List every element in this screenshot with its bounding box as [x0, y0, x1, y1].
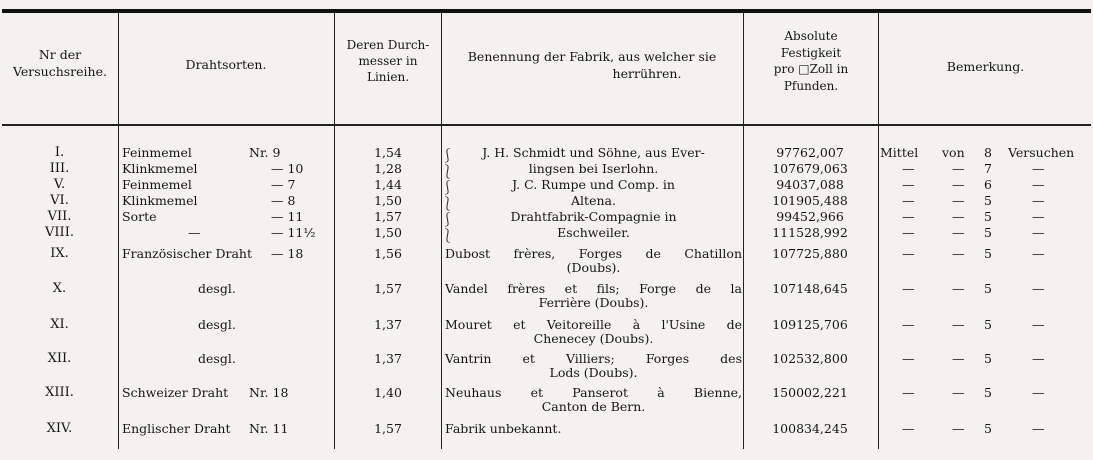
row-number: IX. [50, 246, 69, 261]
remark-von: — [952, 225, 965, 240]
wire-sort-number: Nr. 18 [249, 385, 289, 400]
remark-count: 5 [984, 193, 992, 208]
factory-line: Fabrik unbekannt. [445, 421, 562, 436]
wire-sort-name: Englischer Draht [122, 421, 231, 436]
factory-name [445, 318, 742, 346]
factory-line: (Doubs). [566, 260, 621, 275]
remark-mittel: — [902, 209, 915, 224]
row-number: XIV. [46, 421, 73, 436]
remark-count: 5 [984, 317, 992, 332]
row-number: XII. [47, 351, 72, 366]
remark-mittel: Mittel [880, 145, 919, 160]
brace-mark: ⎰ [441, 149, 455, 164]
factory-name [445, 146, 742, 160]
strength-value: 111528,992 [772, 225, 848, 240]
remark-versuchen: — [1032, 177, 1045, 192]
wire-sort-number: — 8 [271, 193, 296, 208]
header-bemerkung-text: Bemerkung. [946, 59, 1025, 74]
factory-name [445, 178, 742, 192]
remark-mittel: — [902, 193, 915, 208]
header-diam-line: messer in [358, 54, 418, 68]
brace-mark: ⎱ [441, 229, 455, 244]
remark-von: von [942, 145, 965, 160]
remark-versuchen: — [1032, 421, 1045, 436]
wire-sort-name: Schweizer Draht [122, 385, 229, 400]
factory-line: Canton de Bern. [541, 399, 646, 414]
wire-sort-name: Feinmemel [122, 177, 192, 192]
header-sorten-text: Drahtsorten. [185, 57, 267, 72]
header-nr-line: Versuchsreihe. [13, 64, 107, 79]
row-number: XIII. [45, 385, 74, 400]
remark-versuchen: — [1032, 351, 1045, 366]
remark-von: — [952, 317, 965, 332]
brace-mark: ⎱ [441, 197, 455, 212]
remark-count: 5 [984, 225, 992, 240]
remark-count: 5 [984, 385, 992, 400]
factory-line: Eschweiler. [557, 225, 630, 240]
wire-sort-number: Nr. 11 [249, 421, 289, 436]
factory-line: Chenecey (Doubs). [533, 331, 654, 346]
remark-von: — [952, 281, 965, 296]
header-fabrik [443, 48, 741, 82]
wire-sort-number: — 7 [271, 177, 296, 192]
strength-value: 102532,800 [772, 351, 848, 366]
remark-von: — [952, 385, 965, 400]
header-absolut-line: pro □Zoll in [773, 62, 849, 76]
remark-mittel: — [902, 281, 915, 296]
factory-line: Lods (Doubs). [549, 365, 638, 380]
strength-value: 107725,880 [772, 246, 848, 261]
factory-name [445, 247, 742, 275]
row-number: XI. [50, 317, 69, 332]
remark-versuchen: — [1032, 246, 1045, 261]
remark-versuchen: — [1032, 385, 1045, 400]
remark-mittel: — [902, 225, 915, 240]
wire-sort-name: — [188, 225, 201, 240]
factory-line: J. C. Rumpe und Comp. in [512, 177, 675, 192]
row-number: X. [52, 281, 67, 296]
column-divider [118, 13, 119, 449]
header-diam-line: Deren Durch- [346, 38, 430, 52]
remark-mittel: — [902, 246, 915, 261]
strength-value: 94037,088 [776, 177, 844, 192]
strength-value: 99452,966 [776, 209, 844, 224]
header-rule [2, 124, 1091, 126]
strength-value: 109125,706 [772, 317, 848, 332]
remark-versuchen: — [1032, 317, 1045, 332]
remark-mittel: — [902, 385, 915, 400]
row-number: VI. [50, 193, 69, 208]
factory-name [445, 194, 742, 208]
remark-versuchen: — [1032, 193, 1045, 208]
remark-count: 5 [984, 246, 992, 261]
factory-line: J. H. Schmidt und Söhne, aus Ever- [482, 145, 705, 160]
diameter-value: 1,57 [374, 209, 402, 224]
remark-count: 7 [984, 161, 992, 176]
factory-name [445, 162, 742, 176]
factory-name [445, 210, 742, 224]
diameter-value: 1,57 [374, 421, 402, 436]
wire-sort-name: Sorte [122, 209, 157, 224]
brace-mark: ⎱ [441, 165, 455, 180]
remark-versuchen: — [1032, 161, 1045, 176]
remark-count: 6 [984, 177, 992, 192]
diameter-value: 1,50 [374, 225, 402, 240]
remark-versuchen: — [1032, 209, 1045, 224]
diameter-value: 1,37 [374, 317, 402, 332]
diameter-value: 1,56 [374, 246, 402, 261]
remark-versuchen: Versuchen [1008, 145, 1075, 160]
remark-versuchen: — [1032, 225, 1045, 240]
strength-value: 100834,245 [772, 421, 848, 436]
header-absolut-line: Festigkeit [780, 45, 842, 60]
strength-value: 107148,645 [772, 281, 848, 296]
wire-sort-name: Französischer Draht [122, 246, 253, 261]
strength-value: 97762,007 [776, 145, 844, 160]
column-divider [878, 13, 879, 449]
factory-line: Ferrière (Doubs). [538, 295, 649, 310]
header-absolut [745, 28, 877, 94]
remark-mittel: — [902, 317, 915, 332]
factory-name [445, 226, 742, 240]
factory-line: Dubost frères, Forges de Chatillon [445, 246, 742, 261]
remark-von: — [952, 177, 965, 192]
remark-von: — [952, 351, 965, 366]
header-sorten [120, 56, 332, 73]
factory-line: Neuhaus et Panserot à Bienne, [445, 385, 742, 400]
diameter-value: 1,50 [374, 193, 402, 208]
wire-sort-name: desgl. [198, 281, 236, 296]
remark-von: — [952, 209, 965, 224]
factory-line: Vantrin et Villiers; Forges des [445, 351, 742, 366]
header-absolut-line: Pfunden. [783, 78, 839, 93]
row-number: III. [49, 161, 70, 176]
factory-line: Vandel frères et fils; Forge de la [445, 281, 742, 296]
factory-line: lingsen bei Iserlohn. [528, 161, 659, 176]
factory-name [445, 422, 742, 436]
header-fabrik-line: herrühren. [612, 66, 682, 81]
brace-mark: ⎰ [441, 213, 455, 228]
wire-sort-name: Klinkmemel [122, 161, 198, 176]
remark-mittel: — [902, 161, 915, 176]
strength-value: 150002,221 [772, 385, 848, 400]
row-number: V. [53, 177, 66, 192]
remark-mittel: — [902, 351, 915, 366]
brace-mark: ⎰ [441, 181, 455, 196]
table-top-rule [2, 9, 1091, 13]
factory-line: Drahtfabrik-Compagnie in [510, 209, 677, 224]
wire-sort-number: — 10 [271, 161, 304, 176]
factory-line: Mouret et Veitoreille à l'Usine de [445, 317, 742, 332]
remark-von: — [952, 421, 965, 436]
remark-count: 5 [984, 351, 992, 366]
remark-count: 5 [984, 209, 992, 224]
wire-sort-name: Feinmemel [122, 145, 192, 160]
header-fabrik-line: Benennung der Fabrik, aus welcher sie [467, 49, 717, 64]
header-nr-line: Nr der [38, 47, 82, 62]
remark-mittel: — [902, 421, 915, 436]
factory-name [445, 352, 742, 380]
remark-mittel: — [902, 177, 915, 192]
header-nr [4, 46, 116, 80]
row-number: VII. [47, 209, 72, 224]
factory-name [445, 282, 742, 310]
wire-sort-number: — 11 [271, 209, 304, 224]
header-bemerkung [880, 58, 1091, 75]
column-divider [743, 13, 744, 449]
row-number: VIII. [45, 225, 74, 240]
diameter-value: 1,40 [374, 385, 402, 400]
remark-count: 5 [984, 421, 992, 436]
wire-sort-name: desgl. [198, 317, 236, 332]
row-number: I. [54, 145, 65, 160]
wire-sort-name: desgl. [198, 351, 236, 366]
strength-value: 101905,488 [772, 193, 848, 208]
remark-count: 5 [984, 281, 992, 296]
diameter-value: 1,54 [374, 145, 402, 160]
wire-sort-name: Klinkmemel [122, 193, 198, 208]
wire-sort-number: — 11½ [271, 225, 316, 240]
header-diam [336, 37, 440, 85]
diameter-value: 1,57 [374, 281, 402, 296]
remark-von: — [952, 193, 965, 208]
diameter-value: 1,28 [374, 161, 402, 176]
header-absolut-line: Absolute [784, 29, 838, 43]
factory-line: Altena. [571, 193, 616, 208]
wire-sort-number: — 18 [271, 246, 304, 261]
remark-von: — [952, 246, 965, 261]
remark-count: 8 [984, 145, 992, 160]
wire-sort-number: Nr. 9 [249, 145, 281, 160]
diameter-value: 1,37 [374, 351, 402, 366]
column-divider [334, 13, 335, 449]
header-diam-line: Linien. [366, 70, 410, 84]
diameter-value: 1,44 [374, 177, 402, 192]
remark-von: — [952, 161, 965, 176]
strength-value: 107679,063 [772, 161, 848, 176]
remark-versuchen: — [1032, 281, 1045, 296]
factory-name [445, 386, 742, 414]
